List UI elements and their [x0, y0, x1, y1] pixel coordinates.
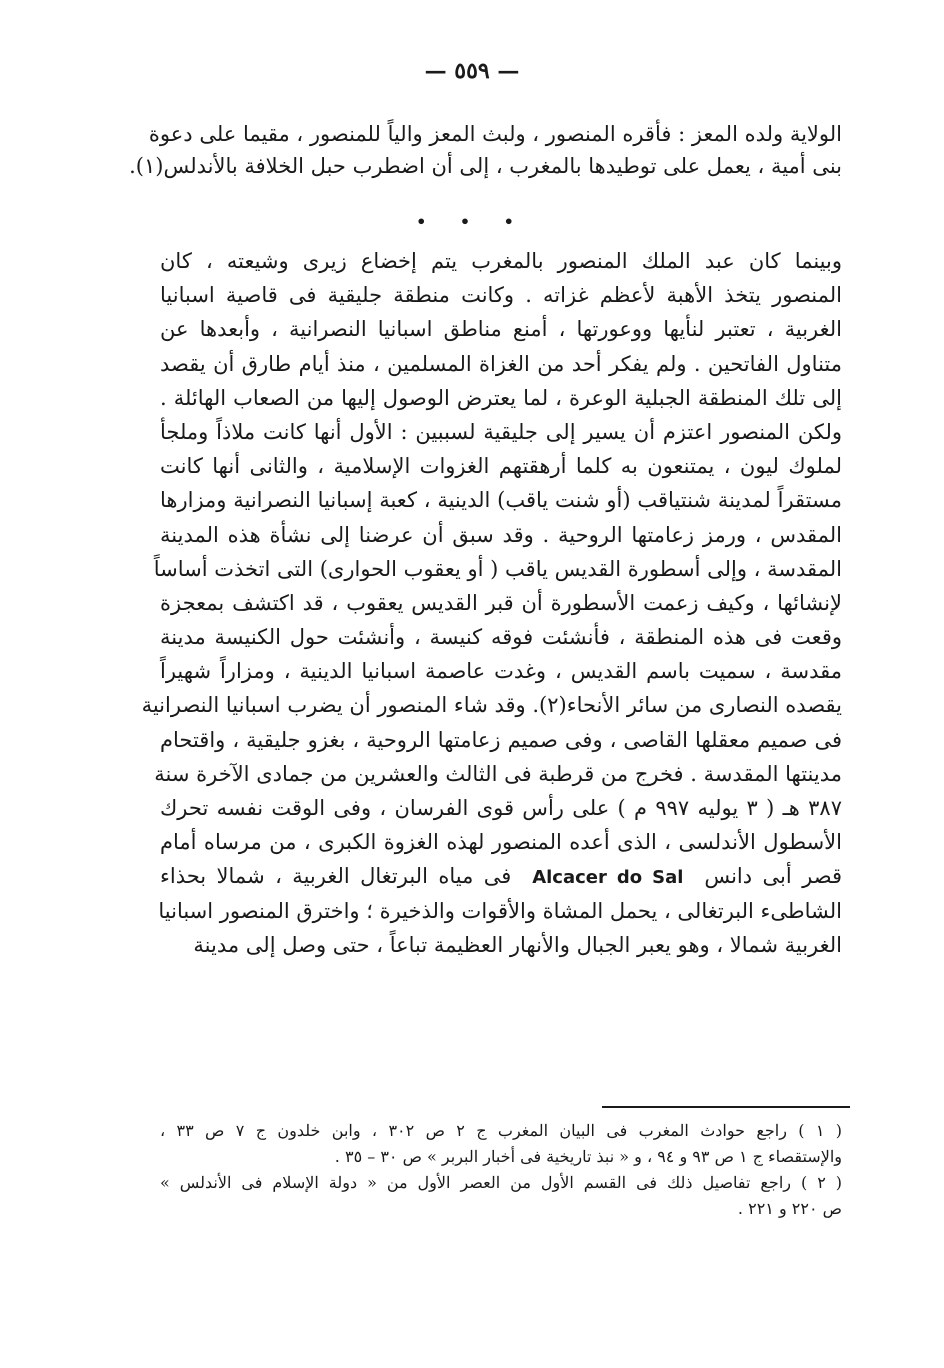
- footnote-line: ص ٢٢٠ و ٢٢١ .: [737, 1199, 842, 1218]
- text-line: الولاية ولده المعز : فأقره المنصور ، ولبث المعز والياً للمنصور ، مقيما على دعوة: [148, 122, 842, 146]
- text-line: الغربية ، تعتبر لنأيها ووعورتها ، أمنع مناطق اسبانيا النصرانية ، وأبعدها عن: [160, 317, 842, 342]
- text-line: لملوك ليون ، يمتنعون به كلما أرهقتهم الغزوات الإسلامية ، والثانى أنها كانت: [160, 454, 842, 479]
- text-line: مقدسة ، سميت باسم القديس ، وغدت عاصمة اسبانيا الدينية ، ومزاراً شهيراً: [160, 659, 842, 684]
- section-separator: • • •: [416, 212, 528, 231]
- top-paragraph: [129, 118, 842, 182]
- text-line: المنصور يتخذ الأهبة لأعظم غزاته . وكانت منطقة جليقية فى قاصية اسبانيا: [160, 283, 842, 308]
- text-line: مستقراً لمدينة شنتياقب (أو شنت ياقب) الدينية ، كعبة إسبانيا النصرانية ومزارها: [160, 488, 842, 513]
- text-line: الشاطىء البرتغالى ، يحمل المشاة والأقوات والذخيرة ؛ واخترق المنصور اسبانيا: [158, 898, 842, 923]
- text-line: المقدسة ، وإلى أسطورة القديس ياقب ( أو يعقوب الحوارى) التى اتخذت أساساً: [153, 556, 842, 581]
- text-line: ولكن المنصور اعتزم أن يسير إلى جليقية لسببين : الأول أنها كانت ملاذاً وملجأ: [160, 419, 842, 444]
- text-line: الأسطول الأندلسى ، الذى أعده المنصور لهذه الغزوة الكبرى ، من مرساه أمام: [160, 830, 842, 855]
- text-segment: قصر أبى دانس: [704, 864, 842, 889]
- text-line: لإنشائها ، وكيف زعمت الأسطورة أن قبر القديس يعقوب ، قد اكتشف بمعجزة: [160, 590, 842, 615]
- text-segment: فى مياه البرتغال الغربية ، شمالا بحذاء: [160, 864, 512, 889]
- main-paragraph: [141, 244, 842, 962]
- text-line: إلى تلك المنطقة الجبلية الوعرة ، لما يعترض الوصول إليها من الصعاب الهائلة .: [160, 385, 842, 410]
- text-line: مدينتها المقدسة . فخرج من قرطبة فى الثالث والعشرين من جمادى الآخرة سنة: [154, 761, 842, 786]
- footnote-line: ( ١ ) راجع حوادث المغرب فى البيان المغرب ج ٢ ص ٣٠٢ ، وابن خلدون ج ٧ ص ٣٣ ،: [160, 1121, 843, 1140]
- footnote-line: ( ٢ ) راجع تفاصيل ذلك فى القسم الأول من العصر الأول من « دولة الإسلام فى الأندلس »: [160, 1173, 842, 1192]
- text-line: ٣٨٧ هـ ( ٣ يوليه ٩٩٧ م ) على رأس قوى الفرسان ، وفى الوقت نفسه تحرك: [160, 796, 842, 820]
- text-line: يقصده النصارى من سائر الأنحاء(٢). وقد شاء المنصور أن يضرب اسبانيا النصرانية: [141, 693, 842, 718]
- footnote-line: والإستقصاء ج ١ ص ٩٣ و ٩٤ ، و « نبذ تاريخية فى أخبار البربر » ص ٣٠ – ٣٥ .: [334, 1147, 842, 1166]
- text-line: بنى أمية ، يعمل على توطيدها بالمغرب ، إلى أن اضطرب حبل الخلافة بالأندلس(١).: [129, 154, 842, 178]
- text-line: وبينما كان عبد الملك المنصور بالمغرب يتم إخضاع زيرى وشيعته ، كان: [160, 249, 842, 273]
- text-line: وقعت فى هذه المنطقة ، فأنشئت فوقه كنيسة ، وأنشئت حول الكنيسة مدينة: [160, 625, 842, 650]
- page-number: — ٥٥٩ —: [424, 58, 520, 84]
- footnote-divider: [602, 1106, 850, 1108]
- footnotes: [160, 1118, 842, 1222]
- text-line: فى صميم معقلها القاصى ، وفى صميم زعامتها الروحية ، بغزو جليقية ، واقتحام: [160, 727, 842, 752]
- text-line-with-latin: [160, 859, 842, 893]
- text-line: متناول الفاتحين . ولم يفكر أحد من الغزاة المسلمين ، منذ أيام طارق أن يقصد: [160, 351, 842, 376]
- text-line: المقدس ، ورمز زعامتها الروحية . وقد سبق أن عرضنا إلى نشأة هذه المدينة: [160, 522, 842, 547]
- text-line: الغربية شمالا ، وهو يعبر الجبال والأنهار العظيمة تباعاً ، حتى وصل إلى مدينة: [193, 932, 842, 957]
- latin-place-name: Alcacer do Sal: [532, 867, 684, 889]
